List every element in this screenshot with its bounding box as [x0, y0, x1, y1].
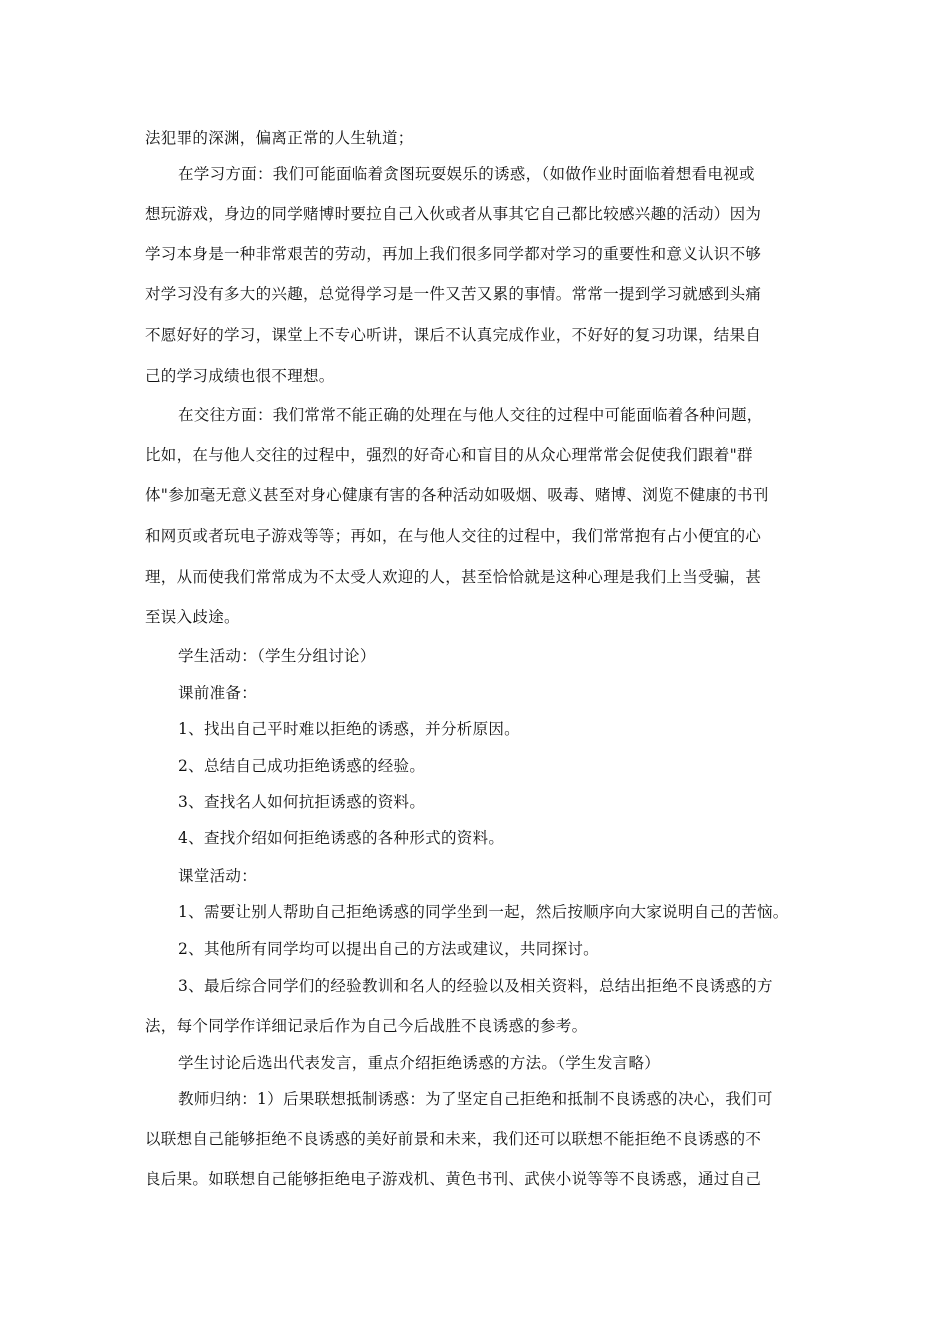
text-line: 至误入歧途。	[145, 608, 240, 626]
text-line: 体"参加毫无意义甚至对身心健康有害的各种活动如吸烟、吸毒、赌博、浏览不健康的书刊	[145, 486, 769, 504]
text-line: 己的学习成绩也很不理想。	[145, 367, 335, 385]
text-line: 理，从而使我们常常成为不太受人欢迎的人，甚至恰恰就是这种心理是我们上当受骗，甚	[145, 568, 762, 586]
text-line: 课堂活动：	[178, 867, 258, 885]
text-line: 教师归纳：1）后果联想抵制诱惑：为了坚定自己拒绝和抵制不良诱惑的决心，我们可	[178, 1090, 773, 1108]
text-line: 和网页或者玩电子游戏等等；再如，在与他人交往的过程中，我们常常抱有占小便宜的心	[145, 527, 762, 545]
text-line: 学生讨论后选出代表发言，重点介绍拒绝诱惑的方法。（学生发言略）	[178, 1054, 661, 1072]
text-line: 课前准备：	[178, 684, 258, 702]
text-line: 比如，在与他人交往的过程中，强烈的好奇心和盲目的从众心理常常会促使我们跟着"群	[145, 446, 753, 464]
text-line: 对学习没有多大的兴趣，总觉得学习是一件又苦又累的事情。常常一提到学习就感到头痛	[145, 285, 762, 303]
text-line: 学生活动：（学生分组讨论）	[178, 647, 376, 665]
text-line: 在学习方面：我们可能面临着贪图玩耍娱乐的诱惑，（如做作业时面临着想看电视或	[178, 165, 755, 183]
text-line: 法犯罪的深渊，偏离正常的人生轨道；	[145, 129, 414, 147]
text-line: 以联想自己能够拒绝不良诱惑的美好前景和未来，我们还可以联想不能拒绝不良诱惑的不	[145, 1130, 762, 1148]
text-line: 法，每个同学作详细记录后作为自己今后战胜不良诱惑的参考。	[145, 1017, 588, 1035]
text-line: 学习本身是一种非常艰苦的劳动，再加上我们很多同学都对学习的重要性和意义认识不够	[145, 245, 762, 263]
text-line: 2、其他所有同学均可以提出自己的方法或建议，共同探讨。	[178, 940, 599, 958]
text-line: 想玩游戏，身边的同学赌博时要拉自己入伙或者从事其它自己都比较感兴趣的活动）因为	[145, 205, 762, 223]
text-line: 4、查找介绍如何拒绝诱惑的各种形式的资料。	[178, 829, 505, 847]
text-line: 3、最后综合同学们的经验教训和名人的经验以及相关资料，总结出拒绝不良诱惑的方	[178, 977, 773, 995]
text-line: 良后果。如联想自己能够拒绝电子游戏机、黄色书刊、武侠小说等等不良诱惑，通过自己	[145, 1170, 762, 1188]
text-line: 3、查找名人如何抗拒诱惑的资料。	[178, 793, 426, 811]
text-line: 1、找出自己平时难以拒绝的诱惑，并分析原因。	[178, 720, 520, 738]
text-line: 2、总结自己成功拒绝诱惑的经验。	[178, 757, 426, 775]
text-line: 1、需要让别人帮助自己拒绝诱惑的同学坐到一起，然后按顺序向大家说明自己的苦恼。	[178, 903, 789, 921]
text-line: 在交往方面：我们常常不能正确的处理在与他人交往的过程中可能面临着各种问题，	[178, 406, 763, 424]
text-line: 不愿好好的学习，课堂上不专心听讲，课后不认真完成作业，不好好的复习功课，结果自	[145, 326, 762, 344]
